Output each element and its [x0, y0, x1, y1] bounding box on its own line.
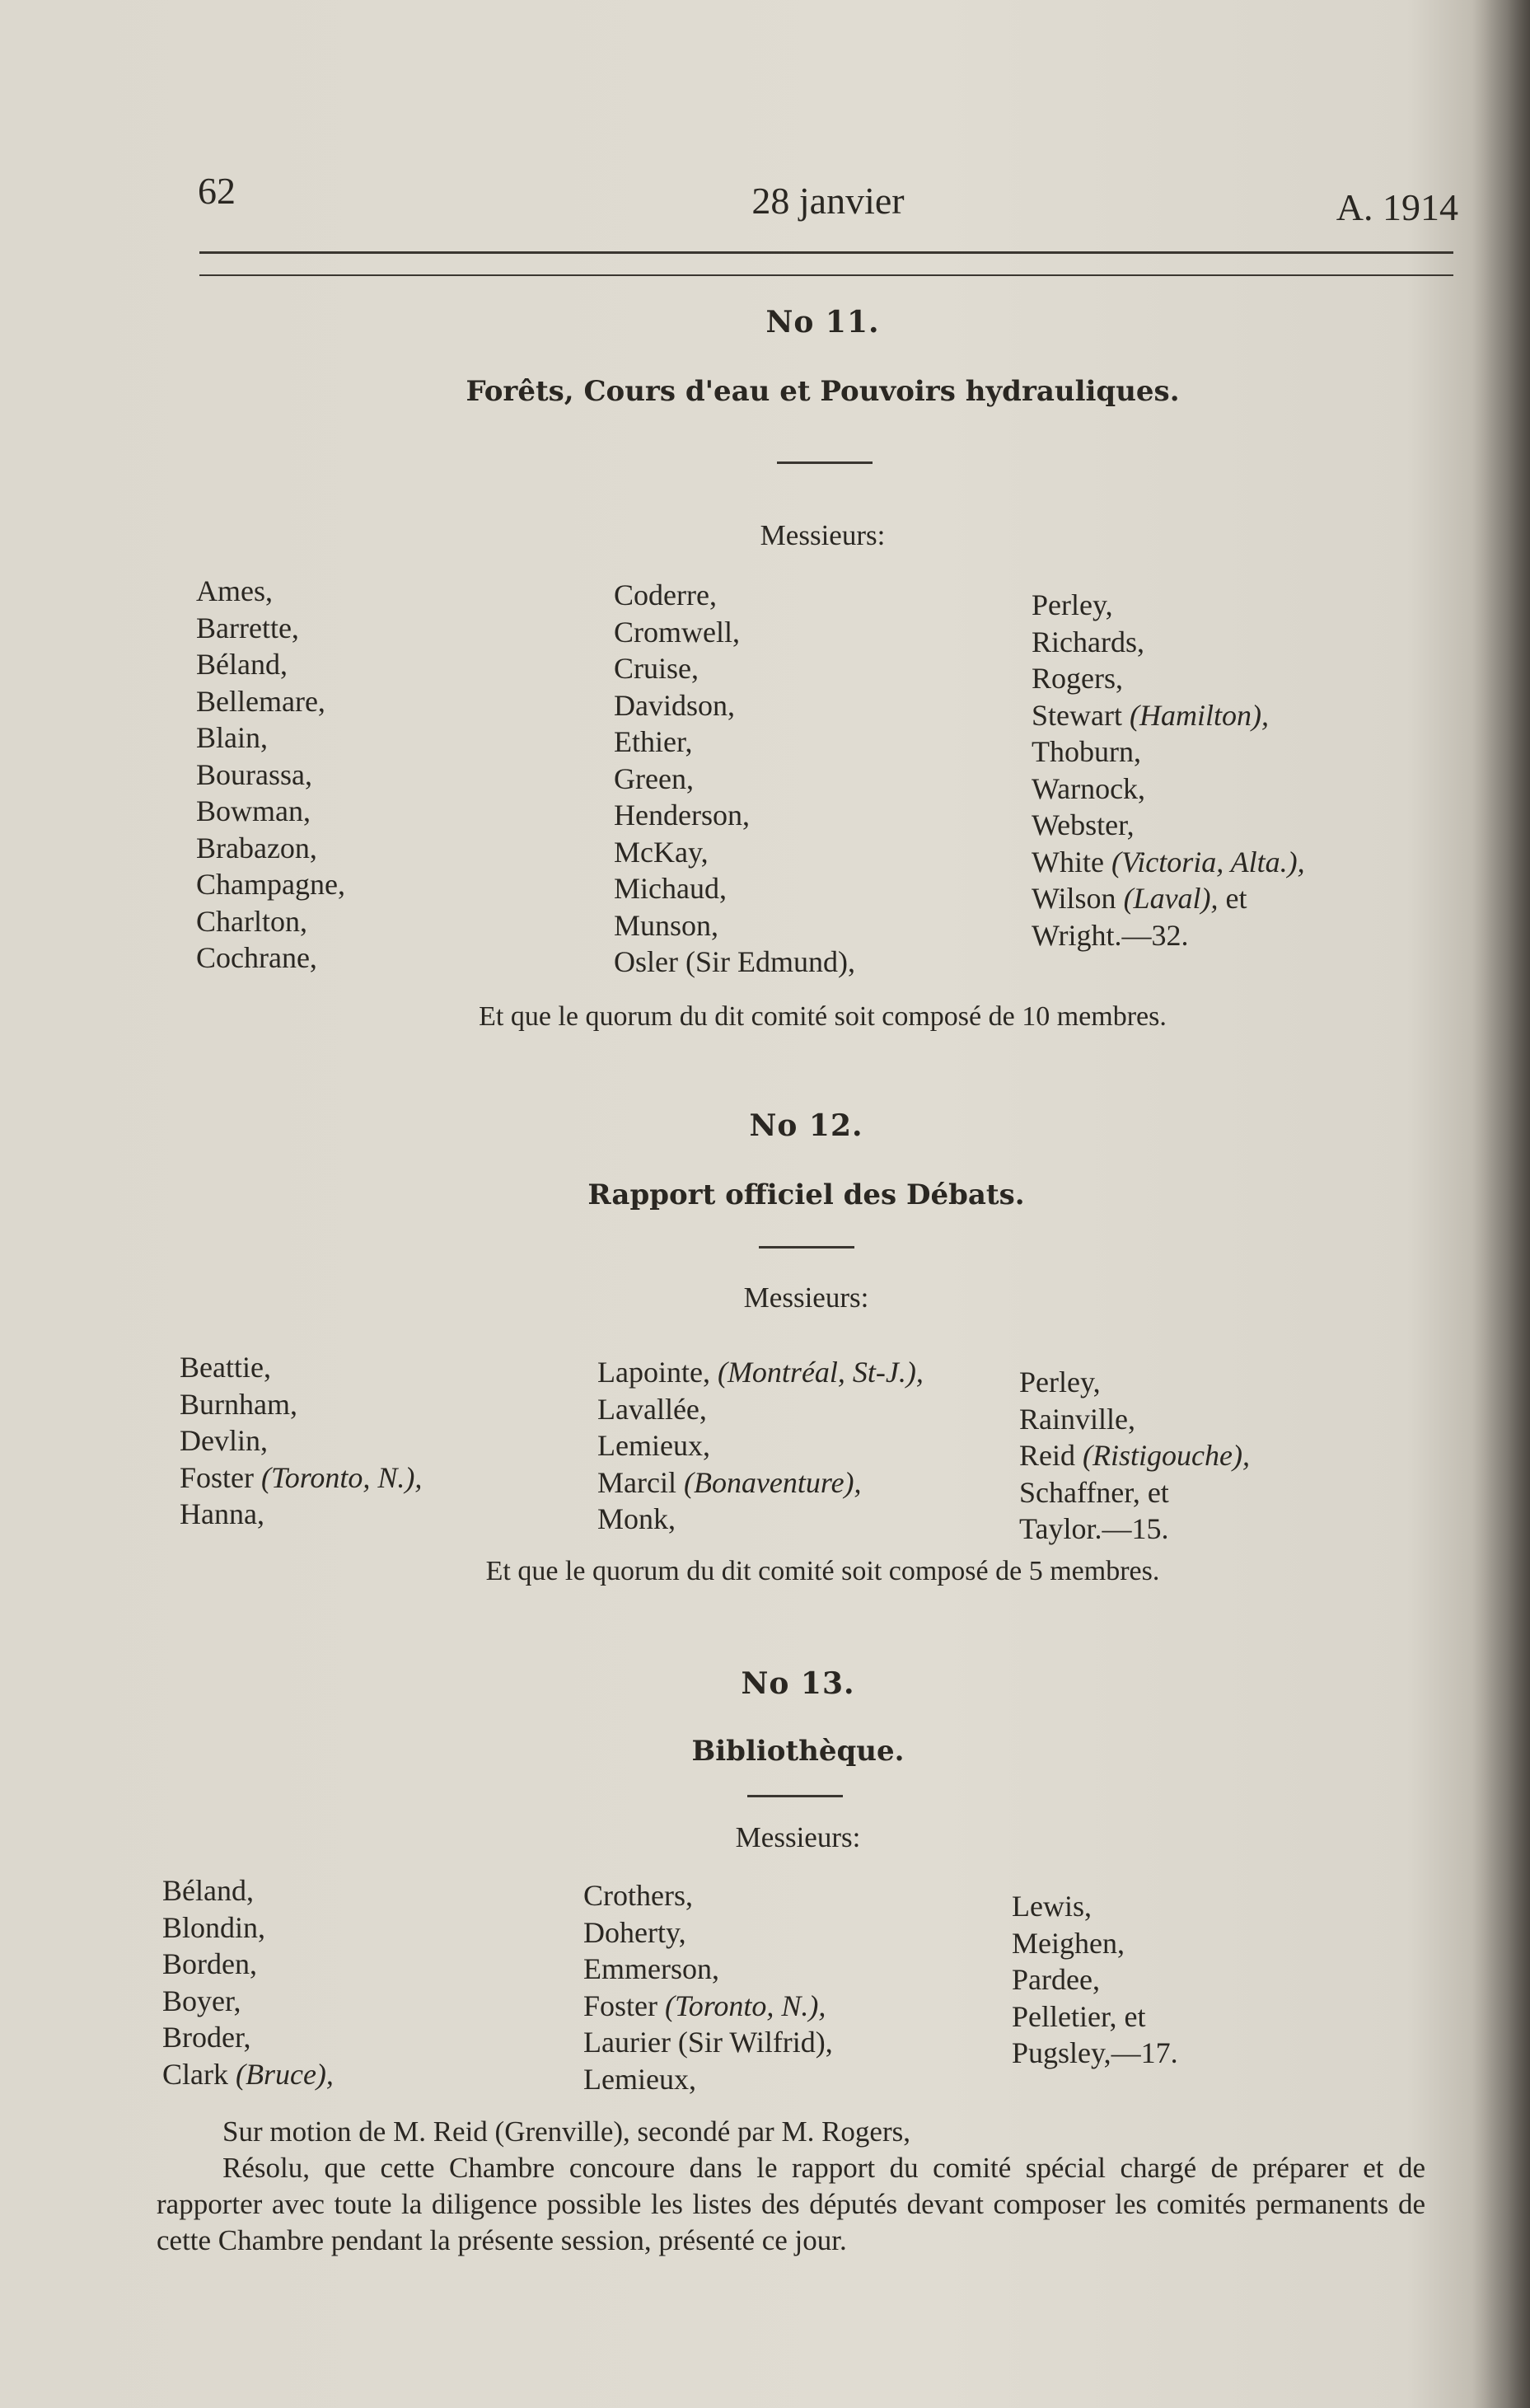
member-name: Ethier, — [614, 725, 693, 758]
member-name: Hanna, — [180, 1497, 264, 1530]
member-column-2 — [614, 577, 855, 981]
member-name: Bellemare, — [196, 684, 325, 718]
resolution-text: Résolu, que cette Chambre concoure dans le rapport du comité spécial chargé de préparer et de rapporter avec toute la diligence possible les listes des députés devant composer les comités permanents de cette Chambre pendant la présente session, présenté ce jour. — [157, 2152, 1425, 2256]
member-name: Béland, — [196, 648, 288, 681]
member-name: Wilson (Laval), et — [1032, 882, 1247, 915]
member-name: Lapointe, (Montréal, St-J.), — [597, 1356, 924, 1389]
member-name: Schaffner, et — [1019, 1475, 1169, 1509]
member-name: Clark (Bruce), — [162, 2057, 334, 2091]
member-name: Béland, — [162, 1874, 254, 1907]
messieurs-label: Messieurs: — [735, 1821, 861, 1853]
member-name: Monk, — [597, 1502, 676, 1535]
member-name: Blain, — [196, 721, 268, 754]
member-column-1 — [196, 573, 345, 977]
member-name: Borden, — [162, 1947, 257, 1980]
member-name: Champagne, — [196, 868, 345, 901]
member-name: Davidson, — [614, 688, 735, 722]
section-divider — [747, 1795, 843, 1797]
member-column-1 — [180, 1349, 422, 1533]
member-name: Lewis, — [1012, 1890, 1092, 1923]
member-name: Michaud, — [614, 872, 727, 905]
member-name: Stewart (Hamilton), — [1032, 698, 1269, 732]
motion-text: Sur motion de M. Reid (Grenville), secondé par M. Rogers, — [222, 2115, 910, 2148]
quorum-text: Et que le quorum du dit comité soit composé de 10 membres. — [479, 1001, 1167, 1032]
member-name: Marcil (Bonaventure), — [597, 1465, 862, 1499]
member-name: Burnham, — [180, 1387, 297, 1421]
member-name: Emmerson, — [583, 1952, 719, 1985]
header-rule-top — [199, 251, 1453, 254]
member-name: Pelletier, et — [1012, 1999, 1146, 2033]
member-name: Lavallée, — [597, 1392, 707, 1426]
member-name: Boyer, — [162, 1984, 241, 2017]
member-riding: (Toronto, N.), — [665, 1989, 826, 2022]
member-name: Wright.—32. — [1032, 918, 1189, 952]
member-name: Pardee, — [1012, 1963, 1100, 1996]
member-name: Cochrane, — [196, 941, 317, 974]
quorum-text: Et que le quorum du dit comité soit composé de 5 membres. — [485, 1556, 1160, 1586]
member-name: Pugsley,—17. — [1012, 2036, 1178, 2069]
member-riding: (Ristigouche), — [1083, 1439, 1250, 1472]
member-column-2 — [583, 1877, 833, 2097]
messieurs-label: Messieurs: — [760, 519, 886, 551]
member-name: Munson, — [614, 908, 719, 942]
member-name: Richards, — [1032, 625, 1144, 658]
member-name: Broder, — [162, 2021, 251, 2054]
member-name: Green, — [614, 761, 694, 795]
section-divider — [759, 1246, 854, 1249]
header-rule-bottom — [199, 274, 1453, 276]
section-title: Bibliothèque. — [691, 1735, 905, 1768]
member-name: Thoburn, — [1032, 735, 1141, 768]
member-riding: (Bonaventure), — [683, 1465, 862, 1499]
section-title: Forêts, Cours d'eau et Pouvoirs hydrauliques. — [466, 375, 1180, 408]
section-title: Rapport officiel des Débats. — [587, 1178, 1025, 1211]
member-name: Coderre, — [614, 579, 717, 611]
member-name: Perley, — [1019, 1366, 1101, 1398]
member-name: Barrette, — [196, 611, 299, 644]
section-number: No 13. — [741, 1666, 855, 1701]
section-number: No 12. — [749, 1108, 863, 1143]
member-column-3 — [1032, 587, 1305, 953]
header-year: A. 1914 — [1336, 186, 1458, 228]
page-number: 62 — [198, 170, 236, 212]
member-name: Reid (Ristigouche), — [1019, 1439, 1250, 1472]
member-name: Ames, — [196, 574, 273, 607]
member-riding: (Montréal, St-J.), — [717, 1356, 924, 1389]
member-name: Brabazon, — [196, 831, 317, 864]
header-date: 28 janvier — [751, 180, 905, 222]
member-name: Osler (Sir Edmund), — [614, 945, 855, 978]
member-name: White (Victoria, Alta.), — [1032, 845, 1305, 878]
member-name: Laurier (Sir Wilfrid), — [583, 2026, 833, 2059]
member-riding: (Toronto, N.), — [261, 1460, 423, 1494]
member-name: Taylor.—15. — [1019, 1512, 1169, 1545]
member-name: Meighen, — [1012, 1926, 1125, 1960]
member-name: Warnock, — [1032, 771, 1146, 805]
member-riding: (Victoria, Alta.), — [1111, 845, 1305, 878]
section-number: No 11. — [765, 305, 880, 340]
member-name: Perley, — [1032, 588, 1113, 621]
member-name: Rogers, — [1032, 662, 1123, 695]
messieurs-label: Messieurs: — [743, 1281, 869, 1314]
member-column-3 — [1019, 1364, 1250, 1548]
member-riding: (Laval), — [1123, 882, 1219, 915]
member-name: Crothers, — [583, 1879, 693, 1912]
member-name: Foster (Toronto, N.), — [583, 1989, 826, 2022]
page-header — [198, 169, 1458, 228]
member-name: Beattie, — [180, 1351, 271, 1384]
member-column-3 — [1012, 1888, 1178, 2072]
member-name: Devlin, — [180, 1424, 268, 1457]
member-name: Rainville, — [1019, 1402, 1135, 1436]
member-name: Cromwell, — [614, 615, 740, 649]
section-divider — [777, 461, 873, 464]
member-name: Lemieux, — [583, 2062, 696, 2096]
member-name: Henderson, — [614, 799, 750, 832]
member-name: Cruise, — [614, 652, 699, 685]
closing-paragraph — [157, 2114, 1425, 2259]
member-riding: (Bruce), — [235, 2057, 334, 2091]
member-column-1 — [162, 1872, 334, 2092]
member-riding: (Hamilton), — [1129, 698, 1269, 732]
member-name: McKay, — [614, 835, 709, 869]
member-name: Foster (Toronto, N.), — [180, 1460, 423, 1494]
member-column-2 — [597, 1354, 924, 1538]
member-name: Doherty, — [583, 1915, 686, 1949]
member-name: Bowman, — [196, 794, 311, 827]
member-name: Bourassa, — [196, 757, 312, 791]
member-name: Webster, — [1032, 808, 1135, 841]
member-name: Blondin, — [162, 1910, 266, 1944]
member-name: Charlton, — [196, 904, 307, 938]
member-name: Lemieux, — [597, 1429, 710, 1462]
